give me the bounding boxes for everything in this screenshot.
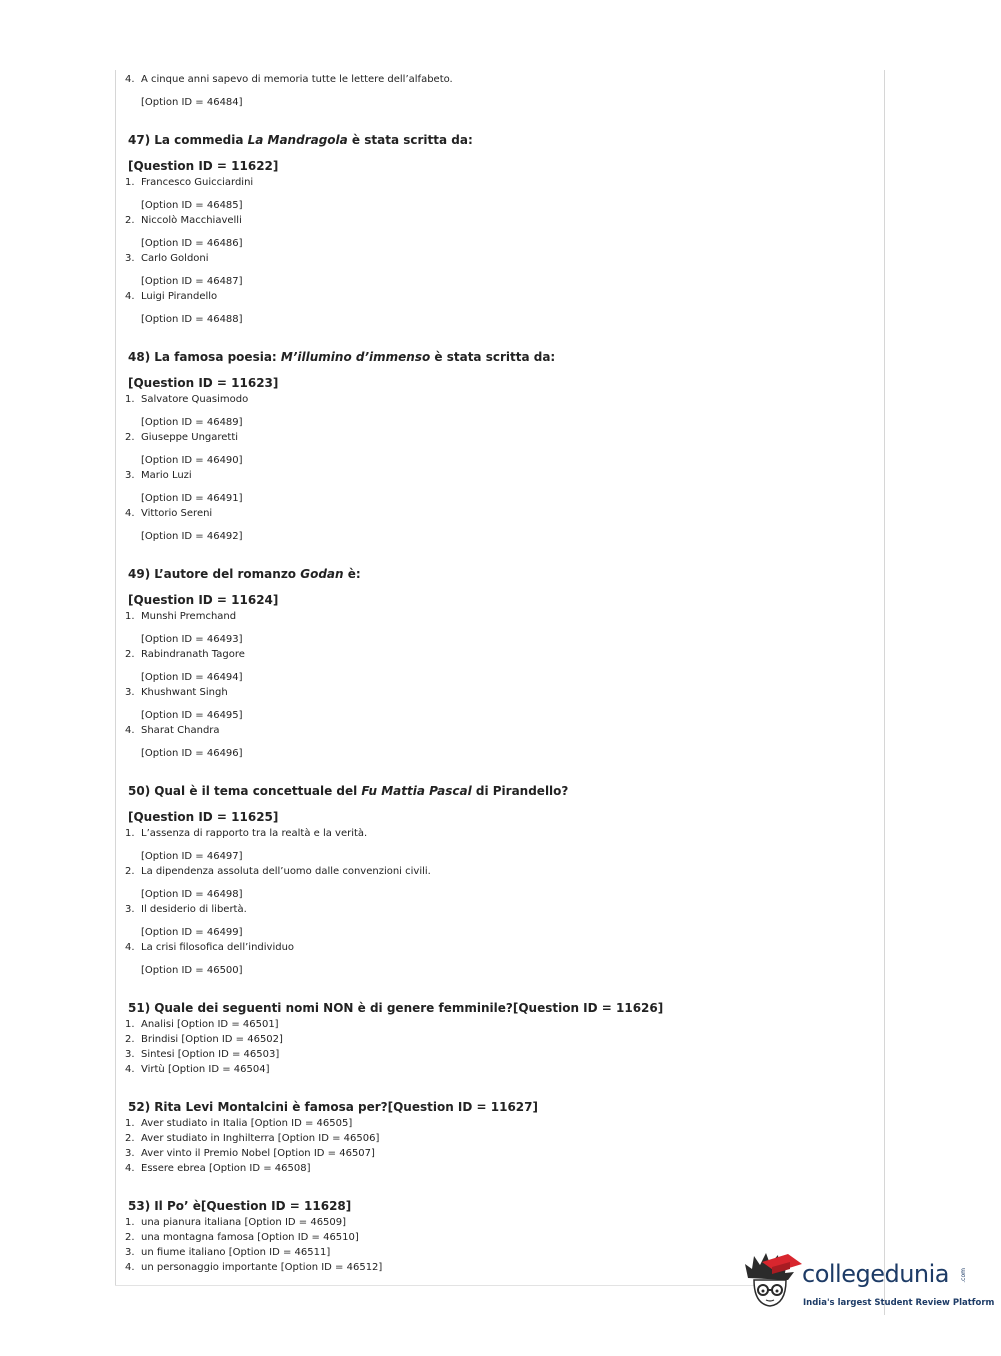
option-number: 3.	[125, 904, 135, 915]
option-id: [Option ID = 46494]	[141, 672, 243, 683]
option-text: La dipendenza assoluta dell’uomo dalle convenzioni civili.	[141, 866, 431, 877]
option-id: [Option ID = 46486]	[141, 238, 243, 249]
option-number: 1.	[125, 828, 135, 839]
option-number: 2.	[125, 215, 135, 226]
option-id: [Option ID = 46490]	[141, 455, 243, 466]
option-item	[125, 1131, 865, 1146]
question-text: Quale dei seguenti nomi NON è di genere femminile?[Question ID = 11626]	[154, 1001, 664, 1015]
option-item	[125, 647, 865, 662]
option-item	[125, 430, 865, 445]
option-text: Aver studiato in Italia [Option ID = 46505]	[141, 1118, 353, 1129]
option-number: 3.	[125, 253, 135, 264]
option-text: un fiume italiano [Option ID = 46511]	[141, 1247, 331, 1258]
question-number: 51)	[128, 1001, 151, 1015]
option-text: Niccolò Macchiavelli	[141, 215, 242, 226]
option-text: un personaggio importante [Option ID = 46512]	[141, 1262, 383, 1273]
option-text: Carlo Goldoni	[141, 253, 209, 264]
option-item	[125, 1230, 865, 1245]
option-number: 4.	[125, 508, 135, 519]
question-text-pre: L’autore del romanzo	[154, 567, 301, 581]
question-list	[125, 132, 865, 978]
option-item	[125, 609, 865, 624]
question-text-pre: Qual è il tema concettuale del	[154, 784, 362, 798]
option-id: [Option ID = 46492]	[141, 531, 243, 542]
option-number: 4.	[125, 942, 135, 953]
option-number: 2.	[125, 1034, 135, 1045]
question-block	[125, 783, 865, 978]
question-text-pre: La commedia	[154, 133, 248, 147]
option-number: 4.	[125, 1262, 135, 1273]
option-item	[125, 1161, 865, 1176]
option-text: Luigi Pirandello	[141, 291, 218, 302]
option-text: una pianura italiana [Option ID = 46509]	[141, 1217, 347, 1228]
option-item	[125, 864, 865, 879]
option-item	[125, 289, 865, 304]
question-title	[128, 566, 865, 582]
bottom-rule	[115, 1285, 755, 1286]
option-id: [Option ID = 46498]	[141, 889, 243, 900]
option-number: 3.	[125, 470, 135, 481]
option-text: Rabindranath Tagore	[141, 649, 245, 660]
option-text: Aver vinto il Premio Nobel [Option ID = 46507]	[141, 1148, 375, 1159]
question-text-post: di Pirandello?	[471, 784, 569, 798]
question-id: [Question ID = 11625]	[128, 810, 279, 824]
option-number: 3.	[125, 687, 135, 698]
option-item	[125, 506, 865, 521]
question-number: 47)	[128, 133, 151, 147]
question-number: 50)	[128, 784, 151, 798]
option-list	[125, 1017, 865, 1077]
option-item	[125, 392, 865, 407]
option-id: [Option ID = 46497]	[141, 851, 243, 862]
option-id: [Option ID = 46485]	[141, 200, 243, 211]
option-text: Sharat Chandra	[141, 725, 220, 736]
option-text: Essere ebrea [Option ID = 46508]	[141, 1163, 311, 1174]
option-item	[125, 1047, 865, 1062]
question-work-title: M’illumino d’immenso	[280, 350, 431, 364]
option-id: [Option ID = 46484]	[141, 97, 243, 108]
option-item	[125, 1116, 865, 1131]
option-id: [Option ID = 46487]	[141, 276, 243, 287]
option-text: Analisi [Option ID = 46501]	[141, 1019, 279, 1030]
collegedunia-logo	[742, 1248, 995, 1318]
question-block	[125, 349, 865, 544]
option-number: 2.	[125, 1232, 135, 1243]
option-text: Aver studiato in Inghilterra [Option ID = 46506]	[141, 1133, 380, 1144]
question-id: [Question ID = 11624]	[128, 593, 279, 607]
option-id: [Option ID = 46493]	[141, 634, 243, 645]
question-id: [Question ID = 11623]	[128, 376, 279, 390]
option-item	[125, 902, 865, 917]
question-number: 53)	[128, 1199, 151, 1213]
question-title	[128, 1198, 865, 1214]
question-number: 48)	[128, 350, 151, 364]
option-item	[125, 723, 865, 738]
option-number: 1.	[125, 1118, 135, 1129]
top-fragment	[125, 72, 865, 110]
option-item	[125, 468, 865, 483]
question-page	[125, 72, 865, 1275]
question-text-post: è stata scritta da:	[430, 350, 556, 364]
logo-brand: collegedunia	[802, 1260, 950, 1288]
option-id: [Option ID = 46496]	[141, 748, 243, 759]
option-number: 4.	[125, 1163, 135, 1174]
option-number: 2.	[125, 649, 135, 660]
question-title	[128, 349, 865, 365]
option-number: 4.	[125, 725, 135, 736]
option-text: Virtù [Option ID = 46504]	[141, 1064, 270, 1075]
question-text-post: è:	[343, 567, 361, 581]
question-block	[125, 1099, 865, 1176]
question-title	[128, 132, 865, 148]
option-id: [Option ID = 46489]	[141, 417, 243, 428]
logo-tagline: India's largest Student Review Platform	[803, 1298, 995, 1308]
option-item	[125, 1032, 865, 1047]
option-item	[125, 826, 865, 841]
option-item	[125, 251, 865, 266]
mascot-icon	[742, 1250, 802, 1312]
question-number: 52)	[128, 1100, 151, 1114]
question-text: Rita Levi Montalcini è famosa per?[Question ID = 11627]	[154, 1100, 538, 1114]
option-text: Mario Luzi	[141, 470, 192, 481]
option-number: 1.	[125, 1019, 135, 1030]
option-number: 2.	[125, 866, 135, 877]
question-work-title: La Mandragola	[247, 133, 348, 147]
option-id: [Option ID = 46500]	[141, 965, 243, 976]
option-item	[125, 1062, 865, 1077]
option-text: Giuseppe Ungaretti	[141, 432, 239, 443]
option-text: Khushwant Singh	[141, 687, 228, 698]
option-item	[125, 213, 865, 228]
question-title	[128, 783, 865, 799]
option-number: 1.	[125, 1217, 135, 1228]
option-text: Salvatore Quasimodo	[141, 394, 249, 405]
option-text: Vittorio Sereni	[141, 508, 213, 519]
question-number: 49)	[128, 567, 151, 581]
option-item	[125, 940, 865, 955]
option-item	[125, 685, 865, 700]
option-item	[125, 1146, 865, 1161]
option-text: Francesco Guicciardini	[141, 177, 254, 188]
option-number: 4.	[125, 291, 135, 302]
option-item	[125, 1017, 865, 1032]
inline-question-list	[125, 1000, 865, 1275]
logo-domain: .com	[960, 1268, 967, 1283]
option-text: L’assenza di rapporto tra la realtà e la verità.	[141, 828, 368, 839]
option-number: 3.	[125, 1049, 135, 1060]
option-id: [Option ID = 46491]	[141, 493, 243, 504]
option-number: 2.	[125, 432, 135, 443]
left-margin-line	[115, 70, 116, 1285]
question-block	[125, 1000, 865, 1077]
option-text: La crisi filosofica dell’individuo	[141, 942, 295, 953]
option-number: 4.	[125, 1064, 135, 1075]
option-list	[125, 1116, 865, 1176]
option-item	[125, 175, 865, 190]
right-margin-line	[884, 70, 885, 1315]
option-number: 3.	[125, 1148, 135, 1159]
question-id: [Question ID = 11622]	[128, 159, 279, 173]
option-text: Brindisi [Option ID = 46502]	[141, 1034, 283, 1045]
option-text: Munshi Premchand	[141, 611, 237, 622]
option-number: 3.	[125, 1247, 135, 1258]
option-id: [Option ID = 46495]	[141, 710, 243, 721]
option-number: 1.	[125, 611, 135, 622]
option-item: 4. A cinque anni sapevo di memoria tutte le lettere dell’alfabeto.	[125, 74, 453, 85]
option-text: Il desiderio di libertà.	[141, 904, 247, 915]
question-work-title: Godan	[300, 567, 344, 581]
option-id: [Option ID = 46499]	[141, 927, 243, 938]
option-number: 1.	[125, 394, 135, 405]
question-title	[128, 1099, 865, 1115]
question-text: Il Po’ è[Question ID = 11628]	[154, 1199, 352, 1213]
question-text-pre: La famosa poesia:	[154, 350, 281, 364]
option-number: 2.	[125, 1133, 135, 1144]
question-text-post: è stata scritta da:	[347, 133, 473, 147]
option-text: Sintesi [Option ID = 46503]	[141, 1049, 280, 1060]
option-number: 1.	[125, 177, 135, 188]
question-block	[125, 132, 865, 327]
option-item	[125, 1215, 865, 1230]
option-id: [Option ID = 46488]	[141, 314, 243, 325]
option-text: una montagna famosa [Option ID = 46510]	[141, 1232, 359, 1243]
question-title	[128, 1000, 865, 1016]
question-work-title: Fu Mattia Pascal	[361, 784, 472, 798]
question-block	[125, 566, 865, 761]
